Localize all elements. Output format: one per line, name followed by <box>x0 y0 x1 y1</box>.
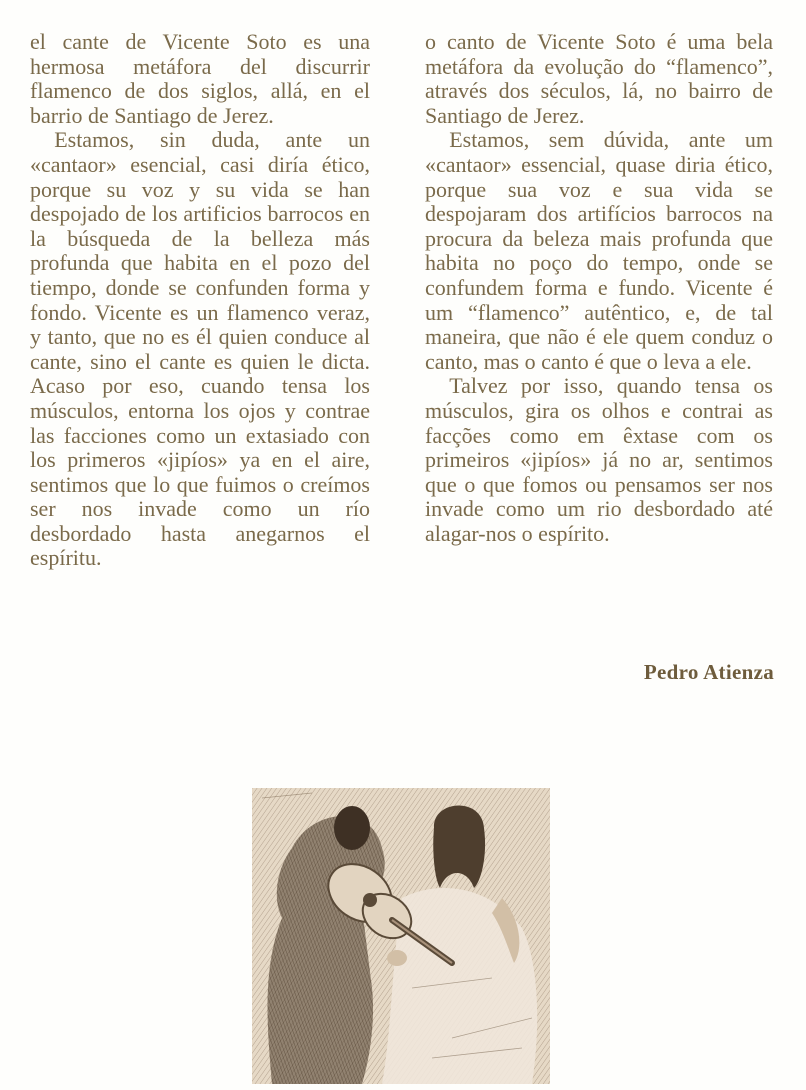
author-signature: Pedro Atienza <box>643 660 774 684</box>
portuguese-paragraph-1: o canto de Vicente Soto é uma bela metáfora da evolução do “flamenco”, através dos séculos, lá, no bairro de Santiago de Jerez. <box>425 29 773 128</box>
guitarist-and-singer-etching-icon <box>252 788 550 1084</box>
spanish-paragraph-1: el cante de Vicente Soto es una hermosa metáfora del discurrir flamenco de dos siglos, allá, en el barrio de Santiago de Jerez. <box>30 29 370 128</box>
spanish-text-column <box>30 30 370 571</box>
portuguese-paragraph-3: Talvez por isso, quando tensa os músculos, gira os olhos e contrai as facções como em êxtase com os primeiros «jipíos» já no ar, sentimos que o que fomos ou pensamos ser nos invade como um rio desbordado até alagar-nos o espírito. <box>425 373 773 546</box>
portuguese-text-column <box>425 30 773 546</box>
spanish-paragraph-2: Estamos, sin duda, ante un «cantaor» esencial, casi diría ético, porque su voz y su vida se han despojado de los artificios barrocos en la búsqueda de la belleza más profunda que habita en el pozo del tiempo, donde se confunden forma y fondo. Vicente es un flamenco veraz, y tanto, que no es él quien conduce al cante, sino el cante es quien le dicta. Acaso por eso, cuando tensa los músculos, entorna los ojos y contrae las facciones como un extasiado con los primeros «jipíos» ya en el aire, sentimos que lo que fuimos o creímos ser nos invade como un río desbordado hasta anegarnos el espíritu. <box>30 127 370 571</box>
portuguese-paragraph-2: Estamos, sem dúvida, ante um «cantaor» essencial, quase diria ético, porque sua voz e sua vida se despojaram dos artifícios barrocos na procura da beleza mais profunda que habita no poço do tempo, onde se confundem forma e fundo. Vicente é um “flamenco” autêntico, e, de tal maneira, que não é ele quem conduz o canto, mas o canto é que o leva a ele. <box>425 127 773 374</box>
